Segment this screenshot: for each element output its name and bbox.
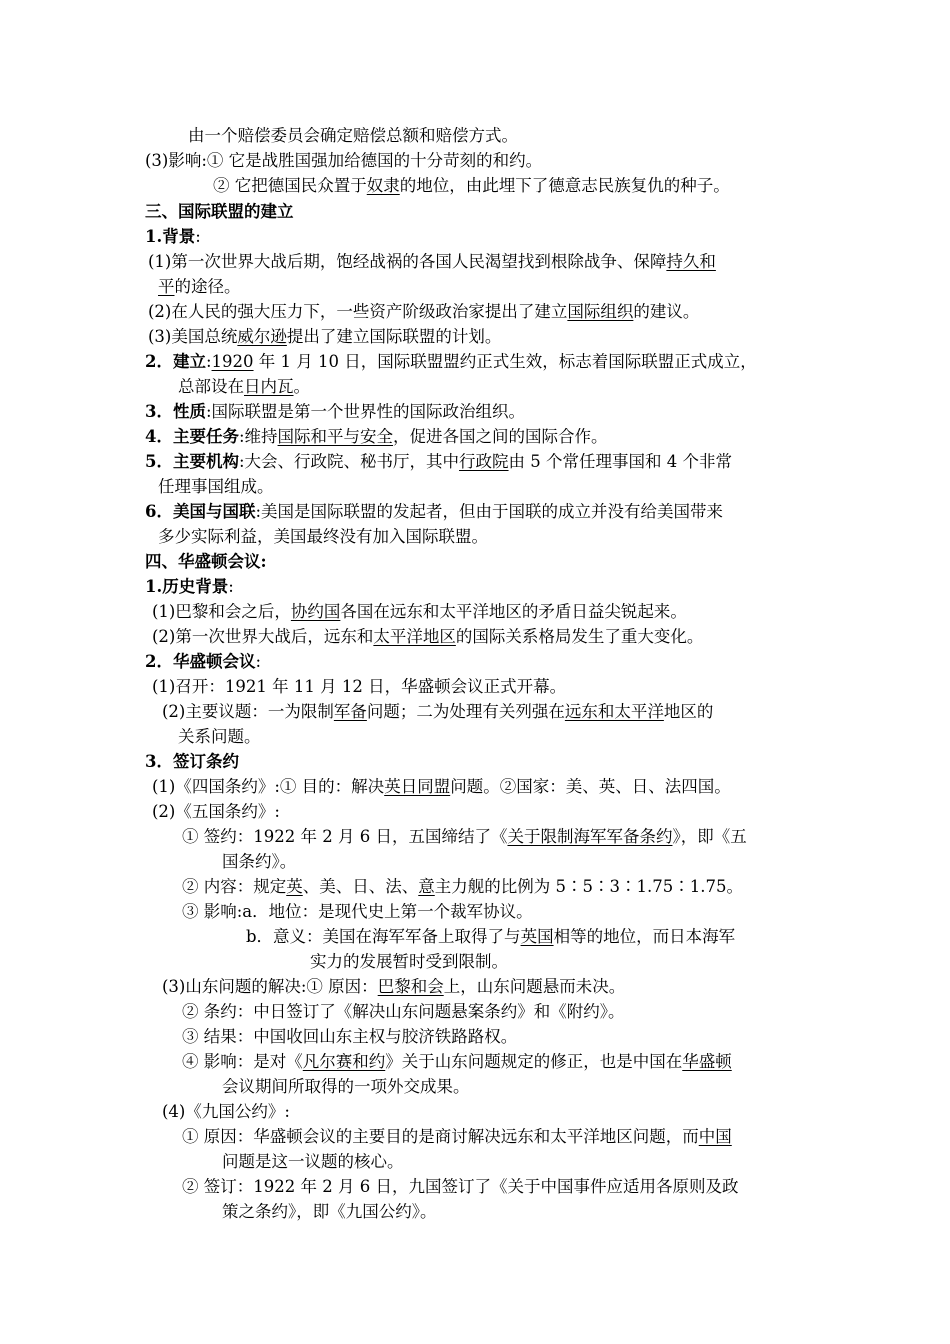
text-line	[145, 751, 239, 773]
body-text: 的途径。	[174, 277, 241, 296]
heading-text: 三、国际联盟的建立	[145, 202, 294, 221]
body-text: ③ 影响:a．地位：是现代史上第一个裁军协议。	[182, 902, 533, 921]
body-text: 问题；二为处理有关列强在	[366, 702, 565, 721]
body-text: (2)第一次世界大战后，远东和	[152, 627, 374, 646]
body-text: ④ 影响：是对《	[182, 1052, 303, 1071]
body-text: ② 签订：1922 年 2 月 6 日，九国签订了《关于中国事件应适用各原则及政	[182, 1177, 739, 1196]
text-line	[182, 1126, 732, 1148]
text-line	[182, 1051, 732, 1073]
text-line	[162, 976, 625, 998]
text-line	[162, 1101, 290, 1123]
underlined-term: 中国	[698, 1127, 732, 1146]
underlined-term: 1920	[211, 352, 254, 371]
underlined-term: 军备	[333, 702, 367, 721]
body-text: (3)美国总统	[148, 327, 238, 346]
body-text: 由一个赔偿委员会确定赔偿总额和赔偿方式。	[188, 126, 518, 145]
text-line	[222, 851, 296, 873]
heading-text: 1.背景	[145, 227, 196, 246]
body-text: 多少实际利益，美国最终没有加入国际联盟。	[158, 527, 488, 546]
body-text: 各国在远东和太平洋地区的矛盾日益尖锐起来。	[340, 602, 687, 621]
text-line	[182, 826, 747, 848]
heading-text: 6．美国与国联	[145, 502, 256, 521]
body-text: 的国际关系格局发生了重大变化。	[455, 627, 704, 646]
body-text: 问题。②国家：美、英、日、法四国。	[450, 777, 731, 796]
text-line	[145, 226, 201, 248]
text-line	[148, 251, 716, 273]
body-text: :大会、行政院、秘书厅，其中	[238, 452, 460, 471]
body-text: :	[205, 352, 212, 371]
text-line	[222, 1076, 470, 1098]
text-line	[246, 926, 735, 948]
text-line	[148, 301, 699, 323]
text-line	[158, 526, 488, 548]
text-line	[158, 476, 274, 498]
body-text: 会议期间所取得的一项外交成果。	[222, 1077, 470, 1096]
body-text: (3)影响:① 它是战胜国强加给德国的十分苛刻的和约。	[145, 151, 543, 170]
heading-text: 四、华盛顿会议:	[145, 552, 267, 571]
underlined-term: 英	[286, 877, 303, 896]
body-text: b．意义：美国在海军军备上取得了与	[246, 927, 521, 946]
body-text: :美国是国际联盟的发起者，但由于国联的成立并没有给美国带来	[255, 502, 724, 521]
body-text: :维持	[238, 427, 278, 446]
body-text: 国条约》。	[222, 852, 297, 871]
text-line	[182, 901, 533, 923]
body-text: ，促进各国之间的国际合作。	[393, 427, 608, 446]
underlined-term: 日内瓦	[244, 377, 294, 396]
body-text: (1)《四国条约》:① 目的：解决	[152, 777, 385, 796]
text-line	[182, 1026, 517, 1048]
text-line	[222, 1201, 437, 1223]
underlined-term: 平	[158, 277, 175, 296]
body-text: ③ 结果：中国收回山东主权与胶济铁路路权。	[182, 1027, 518, 1046]
body-text: 关系问题。	[178, 727, 261, 746]
body-text: 问题是这一议题的核心。	[222, 1152, 404, 1171]
body-text: (2)主要议题：一为限制	[162, 702, 334, 721]
underlined-term: 行政院	[459, 452, 509, 471]
body-text: :国际联盟是第一个世界性的国际政治组织。	[205, 402, 526, 421]
text-line	[145, 551, 267, 573]
underlined-term: 国际组织	[567, 302, 634, 321]
text-line	[145, 150, 542, 172]
text-line	[145, 576, 234, 598]
text-line	[145, 451, 732, 473]
underlined-term: 远东和太平洋	[564, 702, 664, 721]
text-line	[182, 876, 743, 898]
heading-text: 3．签订条约	[145, 752, 239, 771]
text-line	[145, 401, 525, 423]
text-line	[213, 175, 730, 197]
text-line	[178, 726, 261, 748]
underlined-term: 持久和	[666, 252, 716, 271]
text-line	[145, 651, 261, 673]
body-text: ② 内容：规定	[182, 877, 287, 896]
body-text: 的建议。	[633, 302, 700, 321]
body-text: (3)山东问题的解决:① 原因：	[162, 977, 378, 996]
heading-text: 5．主要机构	[145, 452, 239, 471]
body-text: 任理事国组成。	[158, 477, 274, 496]
text-line	[222, 1151, 404, 1173]
underlined-term: 英日同盟	[384, 777, 451, 796]
body-text: 上，山东问题悬而未决。	[443, 977, 626, 996]
body-text: 实力的发展暂时受到限制。	[310, 952, 508, 971]
body-text: 总部设在	[178, 377, 244, 396]
body-text: 》关于山东问题规定的修正，也是中国在	[385, 1052, 683, 1071]
text-line	[145, 501, 723, 523]
text-line	[152, 776, 731, 798]
body-text: 主力舰的比例为 5∶5∶3∶1.75∶1.75。	[434, 877, 743, 896]
body-text: (2)《五国条约》:	[152, 802, 280, 821]
text-line	[152, 801, 280, 823]
body-text: 》，即《五	[672, 827, 747, 846]
body-text: ② 条约：中日签订了《解决山东问题悬案条约》和《附约》。	[182, 1002, 625, 1021]
text-line	[152, 676, 566, 698]
body-text: :	[195, 227, 201, 246]
underlined-term: 英国	[520, 927, 554, 946]
text-line	[145, 201, 294, 223]
body-text: ① 原因：华盛顿会议的主要目的是商讨解决远东和太平洋地区问题，而	[182, 1127, 699, 1146]
text-line	[188, 125, 518, 147]
body-text: 由 5 个常任理事国和 4 个非常	[508, 452, 733, 471]
heading-text: 2．华盛顿会议	[145, 652, 256, 671]
body-text: 相等的地位，而日本海军	[553, 927, 736, 946]
body-text: (1)召开：1921 年 11 月 12 日，华盛顿会议正式开幕。	[152, 677, 567, 696]
heading-text: 1.历史背景	[145, 577, 229, 596]
underlined-term: 巴黎和会	[377, 977, 444, 996]
text-line	[152, 601, 687, 623]
text-line	[182, 1001, 625, 1023]
body-text: 。	[293, 377, 310, 396]
body-text: 提出了建立国际联盟的计划。	[286, 327, 502, 346]
body-text: (1)第一次世界大战后期，饱经战祸的各国人民渴望找到根除战争、保障	[148, 252, 667, 271]
body-text: ① 签约：1922 年 2 月 6 日，五国缔结了《	[182, 827, 508, 846]
heading-text: 3．性质	[145, 402, 206, 421]
text-line	[145, 426, 608, 448]
body-text: 地区的	[663, 702, 714, 721]
body-text: ② 它把德国民众置于	[213, 176, 367, 195]
body-text: 、美、日、法、	[302, 877, 419, 896]
text-line	[182, 1176, 738, 1198]
body-text: :	[228, 577, 234, 596]
underlined-term: 华盛顿	[682, 1052, 732, 1071]
text-line	[158, 276, 241, 298]
text-line	[148, 326, 501, 348]
underlined-term: 国际和平与安全	[277, 427, 394, 446]
body-text: (2)在人民的强大压力下，一些资产阶级政治家提出了建立	[148, 302, 568, 321]
text-line	[310, 951, 508, 973]
underlined-term: 协约国	[290, 602, 341, 621]
text-line	[145, 351, 757, 373]
body-text: 年 1 月 10 日，国际联盟盟约正式生效，标志着国际联盟正式成立，	[253, 352, 757, 371]
body-text: (4)《九国公约》:	[162, 1102, 290, 1121]
heading-text: 4．主要任务	[145, 427, 239, 446]
body-text: 的地位，由此埋下了德意志民族复仇的种子。	[399, 176, 730, 195]
underlined-term: 意	[418, 877, 435, 896]
text-line	[178, 376, 310, 398]
heading-text: 2．建立	[145, 352, 206, 371]
text-line	[162, 701, 713, 723]
underlined-term: 凡尔赛和约	[302, 1052, 386, 1071]
body-text: 策之条约》，即《九国公约》。	[222, 1202, 437, 1221]
text-line	[152, 626, 703, 648]
underlined-term: 关于限制海军军备条约	[507, 827, 673, 846]
body-text: (1)巴黎和会之后，	[152, 602, 291, 621]
underlined-term: 威尔逊	[237, 327, 287, 346]
body-text: :	[255, 652, 262, 671]
underlined-term: 太平洋地区	[373, 627, 456, 646]
underlined-term: 奴隶	[366, 176, 400, 195]
